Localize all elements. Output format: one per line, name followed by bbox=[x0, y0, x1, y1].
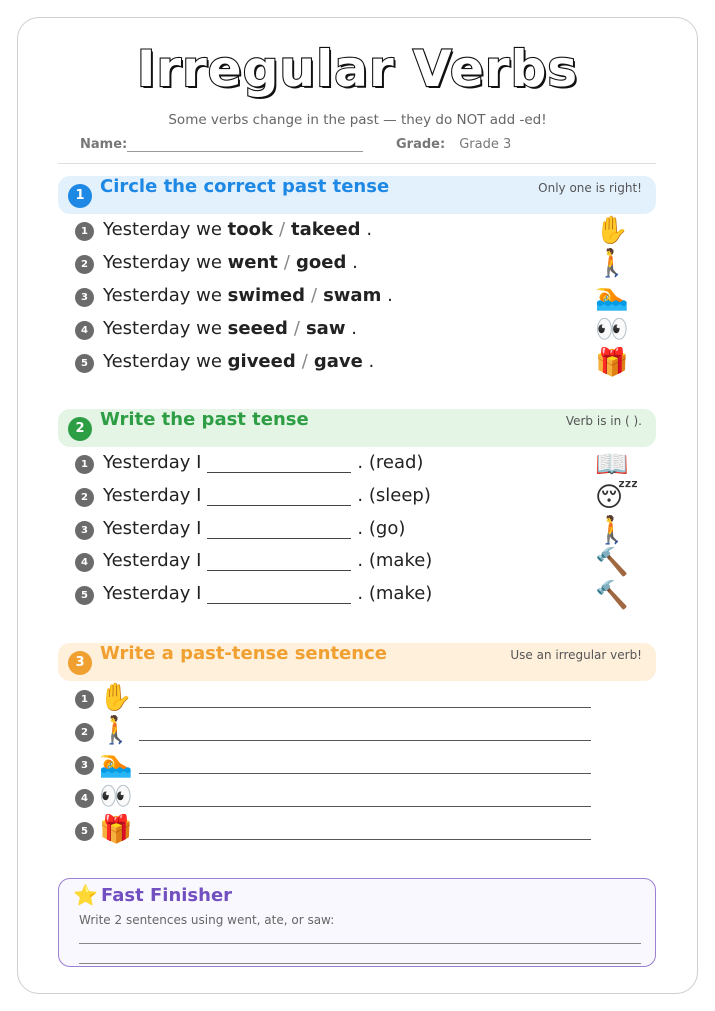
section-number: 1 bbox=[68, 184, 92, 208]
question-number: 4 bbox=[75, 789, 94, 808]
writing-line[interactable] bbox=[79, 963, 641, 964]
verb-hint: . (make) bbox=[357, 583, 433, 604]
section-title: Write the past tense bbox=[100, 409, 309, 430]
choice-b[interactable]: goed bbox=[295, 252, 347, 273]
question-row bbox=[75, 547, 635, 578]
section-note: Only one is right! bbox=[538, 181, 642, 195]
question-row: 5 Yesterday we giveed / gave . bbox=[75, 351, 635, 377]
choice-b[interactable]: gave bbox=[313, 351, 363, 372]
verb-hint: . (sleep) bbox=[357, 485, 431, 506]
fast-finisher-box bbox=[58, 878, 656, 967]
section-title: Circle the correct past tense bbox=[100, 176, 390, 197]
grade-field bbox=[396, 137, 511, 152]
sentence-prefix: Yesterday I bbox=[103, 452, 202, 473]
section-title: Write a past-tense sentence bbox=[100, 643, 387, 664]
sentence-prefix: Yesterday I bbox=[103, 583, 202, 604]
name-field[interactable] bbox=[80, 137, 363, 152]
verb-hint: . (read) bbox=[357, 452, 424, 473]
sentence-prefix: Yesterday we bbox=[103, 351, 222, 372]
writing-line[interactable] bbox=[139, 707, 591, 708]
sentence-row bbox=[75, 782, 595, 814]
sentence-row bbox=[75, 683, 595, 715]
choice-b[interactable]: takeed bbox=[291, 219, 361, 240]
sentence-prefix: Yesterday we bbox=[103, 219, 222, 240]
answer-blank[interactable] bbox=[207, 456, 351, 473]
writing-line[interactable] bbox=[139, 773, 591, 774]
question-number: 1 bbox=[75, 690, 94, 709]
section-3-header bbox=[58, 643, 656, 681]
choice-a[interactable]: took bbox=[227, 219, 273, 240]
sentence-prefix: Yesterday I bbox=[103, 518, 202, 539]
question-number: 4 bbox=[75, 553, 94, 572]
sleeping-face-icon: 😴 bbox=[595, 482, 639, 513]
sentence-prefix: Yesterday I bbox=[103, 485, 202, 506]
question-number: 2 bbox=[75, 723, 94, 742]
fast-finisher-title: Fast Finisher bbox=[101, 885, 233, 906]
raised-hand-icon: ✋ bbox=[99, 682, 133, 713]
hammer-icon: 🔨 bbox=[595, 547, 629, 578]
person-walking-icon: 🚶 bbox=[99, 715, 133, 746]
question-row bbox=[75, 580, 635, 611]
person-swimming-icon: 🏊 bbox=[595, 281, 629, 312]
eyes-icon: 👀 bbox=[99, 781, 133, 812]
answer-blank[interactable] bbox=[207, 489, 351, 506]
eyes-icon: 👀 bbox=[595, 314, 629, 345]
fast-finisher-instructions: Write 2 sentences using went, ate, or saw: bbox=[79, 913, 335, 927]
question-row: 4 Yesterday we seeed / saw . bbox=[75, 318, 635, 344]
question-number: 2 bbox=[75, 488, 94, 507]
verb-hint: . (go) bbox=[357, 518, 406, 539]
answer-blank[interactable] bbox=[207, 587, 351, 604]
question-number: 5 bbox=[75, 354, 94, 373]
writing-line[interactable] bbox=[139, 740, 591, 741]
question-row bbox=[75, 449, 635, 480]
sentence-row bbox=[75, 716, 595, 748]
gift-icon: 🎁 bbox=[595, 347, 629, 378]
answer-blank[interactable] bbox=[207, 554, 351, 571]
raised-hand-icon: ✋ bbox=[595, 215, 629, 246]
header-divider bbox=[58, 163, 656, 164]
question-row bbox=[75, 515, 635, 546]
section-2-header bbox=[58, 409, 656, 447]
writing-line[interactable] bbox=[139, 806, 591, 807]
question-number: 2 bbox=[75, 255, 94, 274]
page-title: Irregular Verbs bbox=[136, 40, 579, 98]
sentence-prefix: Yesterday we bbox=[103, 285, 222, 306]
section-number: 2 bbox=[68, 417, 92, 441]
answer-blank[interactable] bbox=[207, 522, 351, 539]
choice-a[interactable]: went bbox=[227, 252, 278, 273]
sentence-prefix: Yesterday we bbox=[103, 318, 222, 339]
section-number: 3 bbox=[68, 651, 92, 675]
hammer-icon: 🔨 bbox=[595, 580, 629, 611]
question-row: 1 Yesterday we took / takeed . bbox=[75, 219, 635, 245]
question-number: 1 bbox=[75, 455, 94, 474]
grade-label: Grade: bbox=[396, 137, 446, 152]
open-book-icon: 📖 bbox=[595, 449, 629, 480]
writing-line[interactable] bbox=[139, 839, 591, 840]
sentence-row bbox=[75, 749, 595, 781]
gift-icon: 🎁 bbox=[99, 814, 133, 845]
question-row bbox=[75, 485, 635, 511]
star-icon: ⭐ bbox=[73, 883, 98, 907]
person-walking-icon: 🚶 bbox=[595, 515, 629, 546]
choice-a[interactable]: swimed bbox=[227, 285, 306, 306]
section-note: Use an irregular verb! bbox=[510, 648, 642, 662]
question-number: 3 bbox=[75, 288, 94, 307]
sentence-prefix: Yesterday we bbox=[103, 252, 222, 273]
grade-value: Grade 3 bbox=[459, 137, 512, 152]
question-number: 3 bbox=[75, 756, 94, 775]
question-number: 4 bbox=[75, 321, 94, 340]
question-number: 5 bbox=[75, 586, 94, 605]
section-1-header bbox=[58, 176, 656, 214]
question-number: 3 bbox=[75, 521, 94, 540]
name-label: Name: bbox=[80, 137, 128, 152]
choice-b[interactable]: swam bbox=[323, 285, 382, 306]
person-swimming-icon: 🏊 bbox=[99, 748, 133, 779]
writing-line[interactable] bbox=[79, 943, 641, 944]
person-walking-icon: 🚶 bbox=[595, 248, 629, 279]
sentence-row bbox=[75, 815, 595, 847]
question-number: 5 bbox=[75, 822, 94, 841]
verb-hint: . (make) bbox=[357, 550, 433, 571]
question-row: 3 Yesterday we swimed / swam . bbox=[75, 285, 635, 311]
question-number: 1 bbox=[75, 222, 94, 241]
question-row: 2 Yesterday we went / goed . bbox=[75, 252, 635, 278]
page-subtitle: Some verbs change in the past — they do NOT add -ed! bbox=[168, 112, 547, 128]
sentence-prefix: Yesterday I bbox=[103, 550, 202, 571]
choice-a[interactable]: seeed bbox=[227, 318, 288, 339]
choice-a[interactable]: giveed bbox=[227, 351, 296, 372]
name-blank[interactable] bbox=[127, 138, 363, 152]
section-note: Verb is in ( ). bbox=[565, 414, 642, 428]
choice-b[interactable]: saw bbox=[305, 318, 346, 339]
